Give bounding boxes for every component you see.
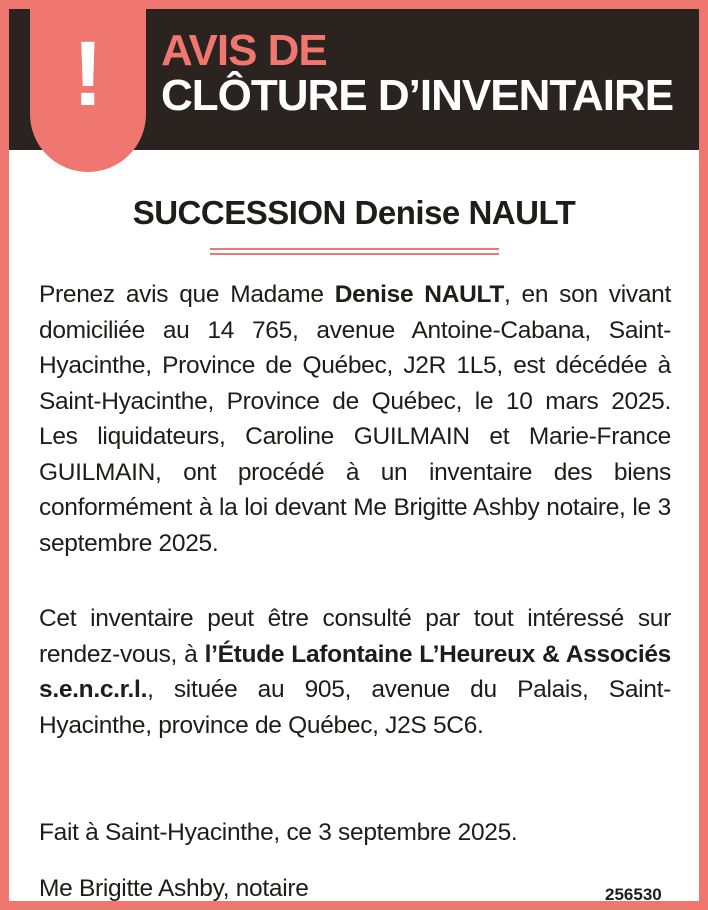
law-firm-name: l’Étude Lafontaine L’Heureux & Associés s.e.n.c.r.l. [39,640,671,703]
signature-block [39,871,599,907]
p1-text-after: , en son vivant domiciliée au 14 765, avenue Antoine-Cabana, Saint-Hyacinthe, Province de Québec, J2R 1L5, est décédée à Saint-Hyacinthe, Province de Québec, le 10 mars 2025. Les liquidateurs, Caroline GUILMAIN et Marie-France GUILMAIN, ont procédé à un inventaire des biens conformément à la loi devant Me Brigitte Ashby notaire, le 3 septembre 2025. [39,281,671,557]
deceased-name: Denise NAULT [334,281,504,308]
p2-text-before: Cet inventaire peut être consulté par tout intéressé sur rendez-vous, à [39,605,671,668]
exclamation-icon: ! [72,23,104,125]
double-rule-divider [210,248,499,257]
title-line-1: AVIS DE [161,26,327,75]
paragraph-consultation [39,601,671,743]
paragraph-notice [39,277,671,561]
signature-text: Me Brigitte Ashby, notaire [39,875,309,902]
succession-heading: SUCCESSION Denise NAULT [132,194,576,231]
title-line-2: CLÔTURE D’INVENTAIRE [161,71,674,120]
reference-number: 256530 [605,885,662,904]
place-date-text: Fait à Saint-Hyacinthe, ce 3 septembre 2025. [39,819,518,846]
paragraph-place-date [39,815,671,851]
notice-header [9,9,699,150]
p1-text-before: Prenez avis que Madame [39,281,335,308]
p2-text-after: , située au 905, avenue du Palais, Saint-Hyacinthe, province de Québec, J2S 5C6. [39,676,671,739]
alert-tab [30,0,146,172]
